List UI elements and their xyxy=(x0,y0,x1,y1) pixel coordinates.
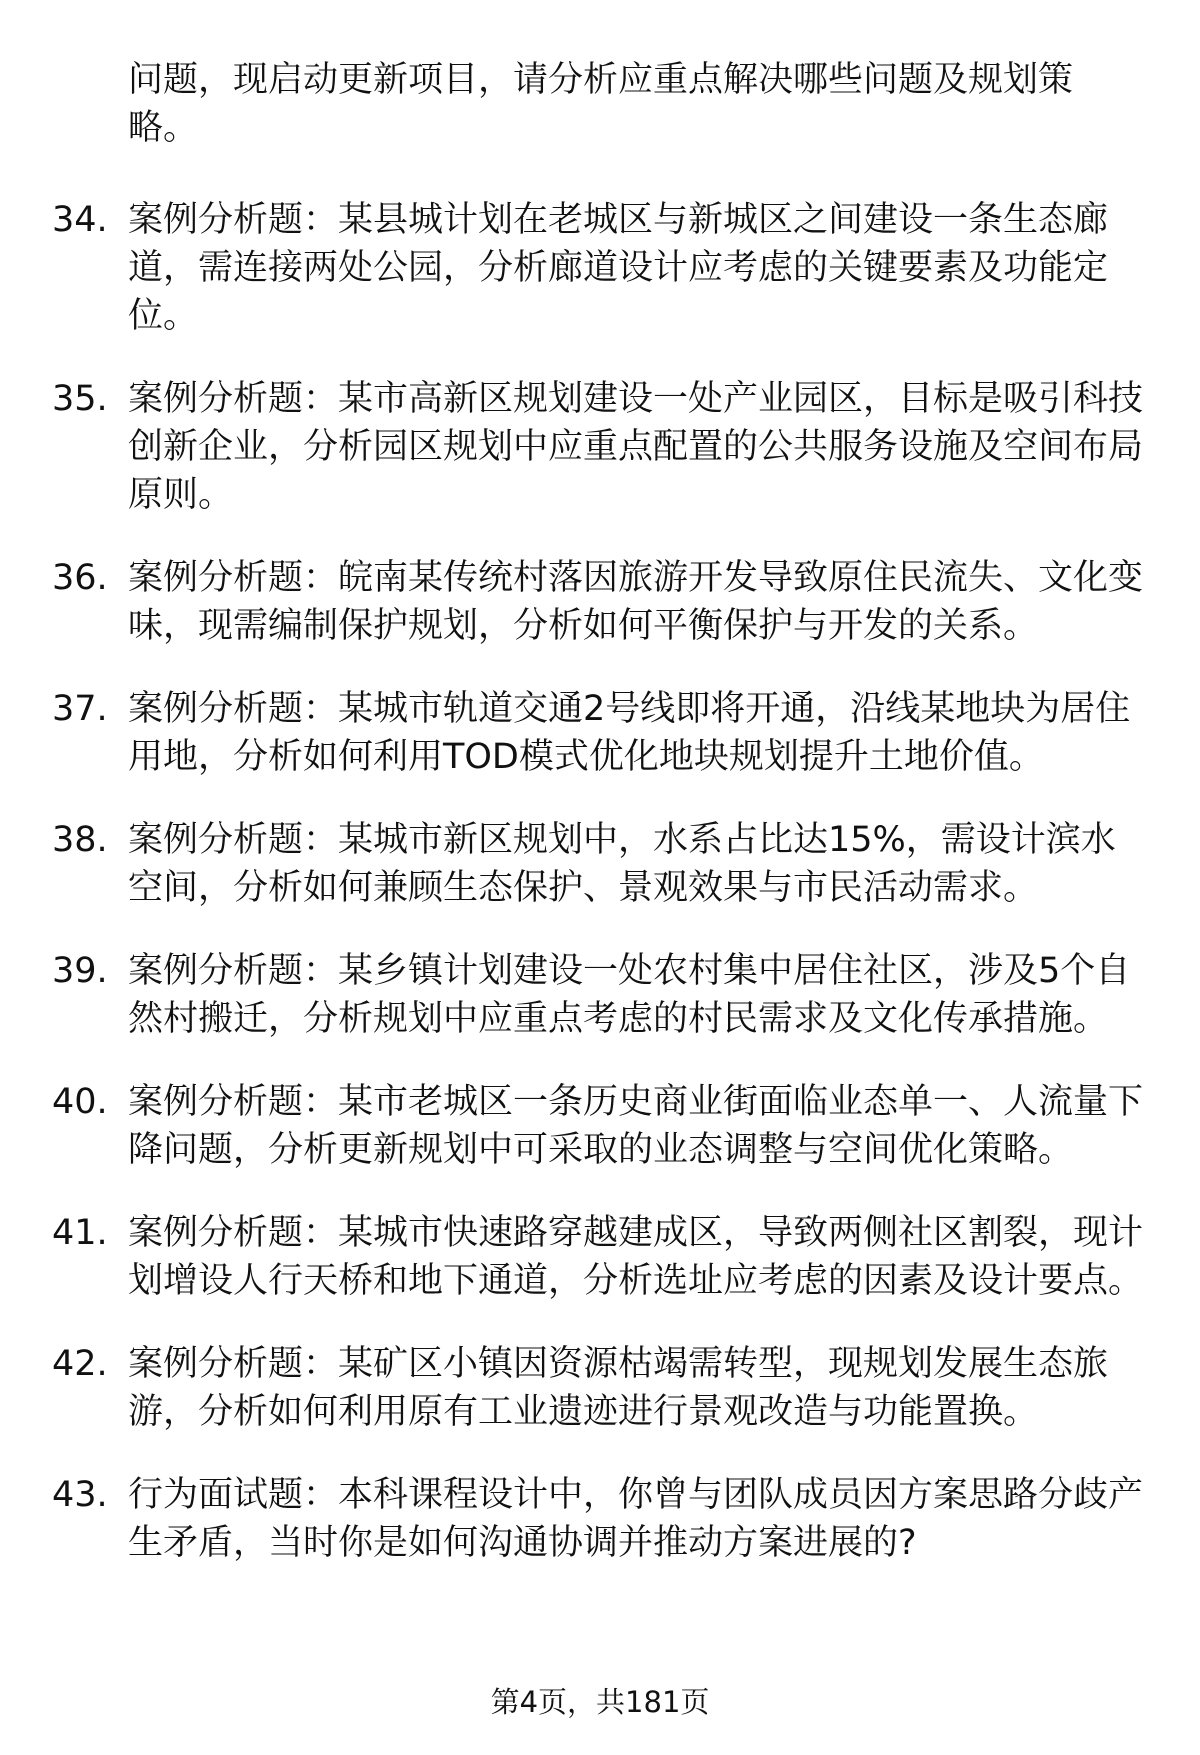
question-number: 36. xyxy=(52,558,108,598)
question-text: 行为面试题：本科课程设计中，你曾与团队成员因方案思路分歧产生矛盾，当时你是如何沟通协调并推动方案进展的? xyxy=(128,1475,1144,1563)
question-text: 案例分析题：某乡镇计划建设一处农村集中居住社区，涉及5个自然村搬迁，分析规划中应重点考虑的村民需求及文化传承措施。 xyxy=(128,951,1131,1039)
question-item xyxy=(0,1078,1150,1174)
question-list xyxy=(0,196,1200,1602)
question-item xyxy=(0,1340,1150,1436)
question-number: 41. xyxy=(52,1213,108,1253)
question-text: 案例分析题：某市高新区规划建设一处产业园区，目标是吸引科技创新企业，分析园区规划中应重点配置的公共服务设施及空间布局原则。 xyxy=(128,379,1144,515)
question-number: 43. xyxy=(52,1475,108,1515)
question-text: 案例分析题：某市老城区一条历史商业街面临业态单一、人流量下降问题，分析更新规划中可采取的业态调整与空间优化策略。 xyxy=(128,1082,1144,1170)
question-number: 39. xyxy=(52,951,108,991)
question-text: 案例分析题：皖南某传统村落因旅游开发导致原住民流失、文化变味，现需编制保护规划，分析如何平衡保护与开发的关系。 xyxy=(128,558,1144,646)
question-item xyxy=(0,1209,1150,1305)
question-item xyxy=(0,554,1150,650)
question-number: 37. xyxy=(52,689,108,729)
question-item xyxy=(0,685,1150,781)
question-number: 34. xyxy=(52,200,108,240)
question-item xyxy=(0,196,1150,340)
question-item xyxy=(0,947,1150,1043)
question-text: 案例分析题：某城市轨道交通2号线即将开通，沿线某地块为居住用地，分析如何利用TOD模式优化地块规划提升土地价值。 xyxy=(128,689,1131,777)
question-text: 案例分析题：某城市新区规划中，水系占比达15%，需设计滨水空间，分析如何兼顾生态保护、景观效果与市民活动需求。 xyxy=(128,820,1116,908)
question-item xyxy=(0,375,1150,519)
question-item xyxy=(0,1471,1150,1567)
question-number: 42. xyxy=(52,1344,108,1384)
continued-question-text: 问题，现启动更新项目，请分析应重点解决哪些问题及规划策略。 xyxy=(128,60,1074,148)
question-number: 38. xyxy=(52,820,108,860)
page-footer: 第4页，共181页 xyxy=(490,1685,710,1719)
question-number: 35. xyxy=(52,379,108,419)
question-text: 案例分析题：某县城计划在老城区与新城区之间建设一条生态廊道，需连接两处公园，分析廊道设计应考虑的关键要素及功能定位。 xyxy=(128,200,1109,336)
question-item xyxy=(0,816,1150,912)
question-text: 案例分析题：某矿区小镇因资源枯竭需转型，现规划发展生态旅游，分析如何利用原有工业遗迹进行景观改造与功能置换。 xyxy=(128,1344,1109,1432)
question-number: 40. xyxy=(52,1082,108,1122)
question-text: 案例分析题：某城市快速路穿越建成区，导致两侧社区割裂，现计划增设人行天桥和地下通道，分析选址应考虑的因素及设计要点。 xyxy=(128,1213,1144,1301)
